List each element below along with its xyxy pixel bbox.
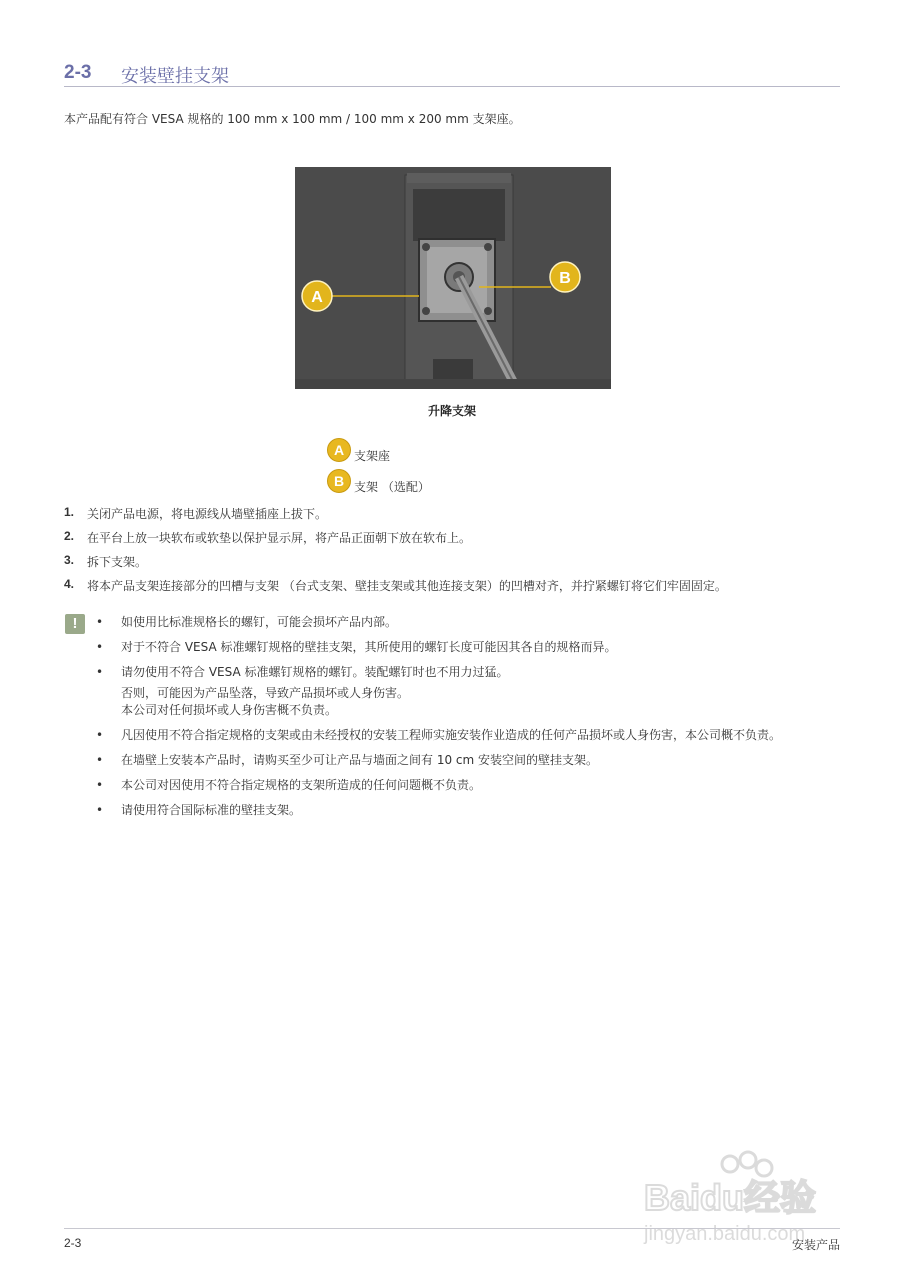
step-text: 关闭产品电源，将电源线从墙壁插座上拔下。 [87,507,328,521]
baidu-paw-logo [638,1150,858,1250]
steps-list [64,505,844,601]
monitor-back-illustration [295,167,611,389]
figure-caption: 升降支架 [427,404,476,418]
footer-chapter: 安装产品 [791,1238,840,1252]
note-text: 如使用比标准规格长的螺钉，可能会损坏产品内部。 [121,615,398,629]
note-text: 本公司对因使用不符合指定规格的支架所造成的任何问题概不负责。 [121,778,482,792]
note-item: • 在墙壁上安装本产品时，请购买至少可让产品与墙面之间有 10 cm 安装空间的壁挂支架。 [96,752,841,769]
step-item [64,505,844,529]
note-text: 本公司对任何损坏或人身伤害概不负责。 [121,703,338,717]
section-header [64,62,840,87]
note-text: 请勿使用不符合 VESA 标准螺钉规格的螺钉。装配螺钉时也不用力过猛。 [121,665,509,679]
note-item: • 本公司对因使用不符合指定规格的支架所造成的任何问题概不负责。 [96,777,841,794]
note-text: 凡因使用不符合指定规格的支架或由未经授权的安装工程师实施安装作业造成的任何产品损坏或人身伤害，本公司概不负责。 [121,728,782,742]
warning-icon: ! [65,614,85,634]
step-text: 在平台上放一块软布或软垫以保护显示屏，将产品正面朝下放在软布上。 [87,531,472,545]
step-number: 3. [64,553,75,567]
step-item [64,529,844,553]
footer-page-number: 2-3 [64,1236,82,1250]
stand-figure [295,167,611,389]
section-title: 安装壁挂支架 [121,66,229,87]
callout-a-label: A [311,289,323,306]
legend-badge-a: A [327,438,351,462]
step-number: 2. [64,529,75,543]
legend-badge-b: B [327,469,351,493]
step-number: 1. [64,505,75,519]
note-item: • 请勿使用不符合 VESA 标准螺钉规格的螺钉。装配螺钉时也不用力过猛。 否则，可能因为产品坠落，导致产品损坏或人身伤害。 本公司对任何损坏或人身伤害概不负责。 [96,664,841,719]
note-text: 请使用符合国际标准的壁挂支架。 [121,803,302,817]
step-number: 4. [64,577,75,591]
intro-paragraph: 本产品配有符合 VESA 规格的 100 mm x 100 mm / 100 mm x 200 mm 支架座。 [64,112,521,126]
note-text: 否则，可能因为产品坠落，导致产品损坏或人身伤害。 [121,686,410,700]
step-item [64,553,844,577]
note-item: • 对于不符合 VESA 标准螺钉规格的壁挂支架，其所使用的螺钉长度可能因其各自的规格而异。 [96,639,841,656]
section-number: 2-3 [64,62,92,83]
note-text: 在墙壁上安装本产品时，请购买至少可让产品与墙面之间有 10 cm 安装空间的壁挂支架。 [121,753,599,767]
step-text: 拆下支架。 [87,555,148,569]
legend-label-b: 支架 （选配） [354,480,430,494]
legend-label-a: 支架座 [354,449,391,463]
callout-b-label: B [559,270,571,287]
step-item [64,577,844,601]
step-text: 将本产品支架连接部分的凹槽与支架 （台式支架、壁挂支架或其他连接支架）的凹槽对齐，并拧紧螺钉将它们牢固固定。 [87,579,727,593]
note-item: • 如使用比标准规格长的螺钉，可能会损坏产品内部。 [96,614,841,631]
footer-divider [64,1228,840,1229]
note-item: • 请使用符合国际标准的壁挂支架。 [96,802,841,819]
note-item: • 凡因使用不符合指定规格的支架或由未经授权的安装工程师实施安装作业造成的任何产品损坏或人身伤害，本公司概不负责。 [96,727,841,744]
watermark-brand: Baidu经验 [644,1177,817,1218]
notes-list [96,614,841,827]
baidu-watermark [638,1150,858,1250]
note-text: 对于不符合 VESA 标准螺钉规格的壁挂支架，其所使用的螺钉长度可能因其各自的规格而异。 [121,640,617,654]
watermark-url: jingyan.baidu.com [644,1223,806,1245]
